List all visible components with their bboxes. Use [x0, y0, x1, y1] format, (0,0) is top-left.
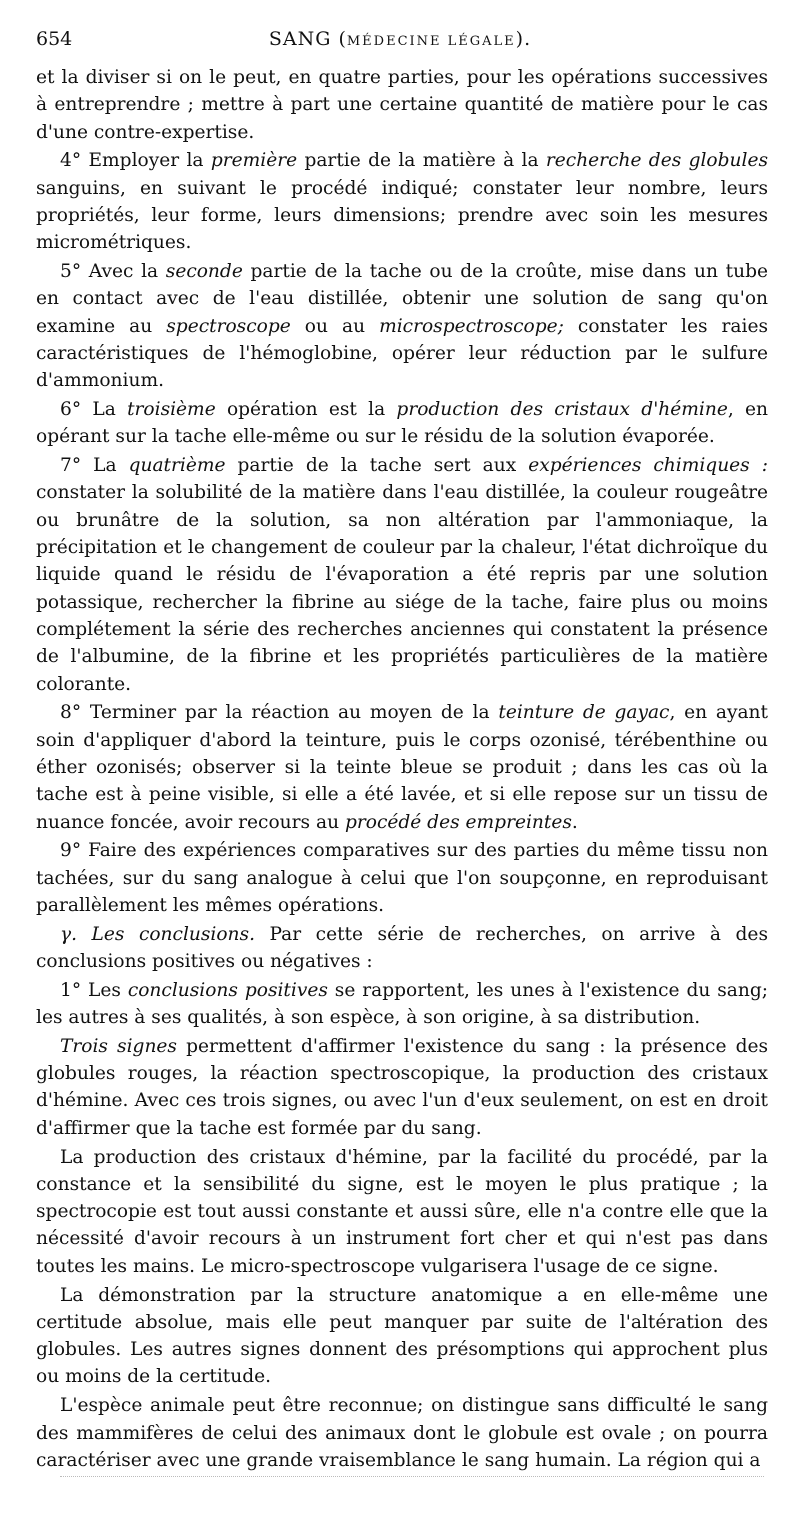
emphasis: seconde	[165, 261, 243, 283]
text-run: partie de la tache sert aux	[225, 455, 529, 477]
bottom-scan-line	[60, 1476, 764, 1477]
page-header	[36, 28, 764, 62]
text-run: , en opérant sur la tache elle-même ou sur le résidu de la solution évaporée.	[36, 399, 768, 448]
paragraph-conclusions	[36, 921, 768, 976]
paragraph-step-9: 9° Faire des expériences comparatives sur des parties du même tissu non tachées, sur du sang analogue à celui que l'on soupçonne, en reproduisant parallèlement les mêmes opérations.	[36, 840, 768, 916]
paragraph-step-7	[36, 452, 768, 698]
paragraph-step-5	[36, 258, 768, 394]
emphasis: quatrième	[128, 455, 226, 477]
paragraph-positive-conclusions	[36, 977, 768, 1032]
emphasis: troisième	[127, 399, 216, 421]
emphasis: microspectroscope;	[379, 315, 564, 337]
text-run: sanguins, en suivant le procédé indiqué; constater leur nombre, leurs propriétés, leur forme, leurs dimensions; prendre avec soin les mesures micrométriques.	[36, 177, 768, 254]
running-head-main: SANG (	[268, 28, 347, 50]
paragraph-anatomic-structure: La démonstration par la structure anatomique a en elle-même une certitude absolue, mais elle peut manquer par suite de l'altération des globules. Les autres signes donnent des présomptions qui approchent plus ou moins de la certitude.	[36, 1284, 768, 1388]
text-run: , en ayant soin d'appliquer d'abord la teinture, puis le corps ozonisé, térébenthine ou éther ozonisés; observer si la teinte bleue se produit ; dans les cas où la tache est à peine visible, si elle a été lavée, et si elle repose sur un tissu de nuance foncée, avoir recours au	[36, 702, 768, 833]
paragraph-continued: et la diviser si on le peut, en quatre parties, pour les opérations successives à entreprendre ; mettre à part une certaine quantité de matière pour le cas d'une contre-expertise.	[36, 67, 768, 143]
text-run: 5° Avec la	[60, 261, 166, 283]
text-run: opération est la	[215, 399, 397, 421]
emphasis: conclusions positives	[127, 979, 328, 1001]
paragraph-animal-species: L'espèce animale peut être reconnue; on distingue sans difficulté le sang des mammifères de celui des animaux dont le globule est ovale ; on pourra caractériser avec une grande vraisemblance le sang humain. La région qui a	[36, 1395, 768, 1471]
body-text	[36, 64, 768, 1476]
text-run: 1° Les	[60, 979, 128, 1001]
emphasis: première	[210, 150, 298, 172]
running-head	[36, 28, 764, 50]
emphasis: Trois signes	[60, 1035, 177, 1057]
text-run: constater la solubilité de la matière dans l'eau distillée, la couleur rougeâtre ou brunâtre de la solution, sa non altération par l'ammoniaque, la précipitation et le changement de couleur par la chaleur, l'état dichroïque du liquide quand le résidu de l'évaporation a été repris par une solution potassique, rechercher la fibrine au siége de la tache, faire plus ou moins complétement la série des recherches anciennes qui constatent la présence de l'albumine, de la fibrine et les propriétés particulières de la matière colorante.	[36, 482, 768, 695]
paragraph-step-6	[36, 396, 768, 451]
text-run: constater les raies caractéristiques de l'hémoglobine, opérer leur réduction par le sulfure d'ammonium.	[36, 315, 768, 392]
text-run: .	[571, 811, 578, 833]
running-head-close: ).	[515, 28, 532, 50]
paragraph-hemin: La production des cristaux d'hémine, par la facilité du procédé, par la constance et la sensibilité du signe, est le moyen le plus pratique ; la spectrocopie est tout aussi constante et aussi sûre, elle n'a contre elle que la nécessité d'avoir recours à un instrument fort cher et qui n'est pas dans toutes les mains. Le micro-spectroscope vulgarisera l'usage de ce signe.	[36, 1146, 768, 1277]
text-run: 8° Terminer par la réaction au moyen de la	[60, 702, 499, 724]
page-number: 654	[36, 28, 73, 50]
text-run: permettent d'affirmer l'existence du sang : la présence des globules rouges, la réaction spectroscopique, la production des cristaux d'hémine. Avec ces trois signes, ou avec l'un d'eux seulement, on est en droit d'affirmer que la tache est formée par du sang.	[36, 1035, 769, 1139]
emphasis: expériences chimiques :	[528, 455, 768, 477]
emphasis: teinture de gayac	[498, 702, 670, 724]
paragraph-step-4	[36, 147, 768, 256]
emphasis: spectroscope	[166, 315, 291, 337]
text-run: se rapportent, les unes à l'existence du sang; les autres à ses qualités, à son espèce, à son origine, à sa distribution.	[36, 979, 768, 1029]
text-run: ou au	[290, 315, 380, 337]
paragraph-three-signs	[36, 1033, 768, 1142]
text-run: partie de la tache ou de la croûte, mise dans un tube en contact avec de l'eau distillée, obtenir une solution de sang qu'on examine au	[36, 261, 768, 337]
paragraph-step-8	[36, 699, 768, 835]
text-run: 4° Employer la	[60, 150, 211, 172]
text-run: partie de la matière à la	[297, 150, 546, 172]
running-head-subject: MÉDECINE LÉGALE	[346, 34, 516, 49]
section-heading: γ. Les conclusions.	[60, 923, 255, 945]
text-run: 7° La	[60, 455, 129, 477]
emphasis: production des cristaux d'hémine	[396, 399, 728, 421]
text-run: 6° La	[60, 399, 128, 421]
emphasis: procédé des empreintes	[344, 811, 572, 833]
emphasis: recherche des globules	[545, 150, 768, 172]
text-run: Par cette série de recherches, on arrive à des conclusions positives ou négatives :	[36, 923, 768, 972]
